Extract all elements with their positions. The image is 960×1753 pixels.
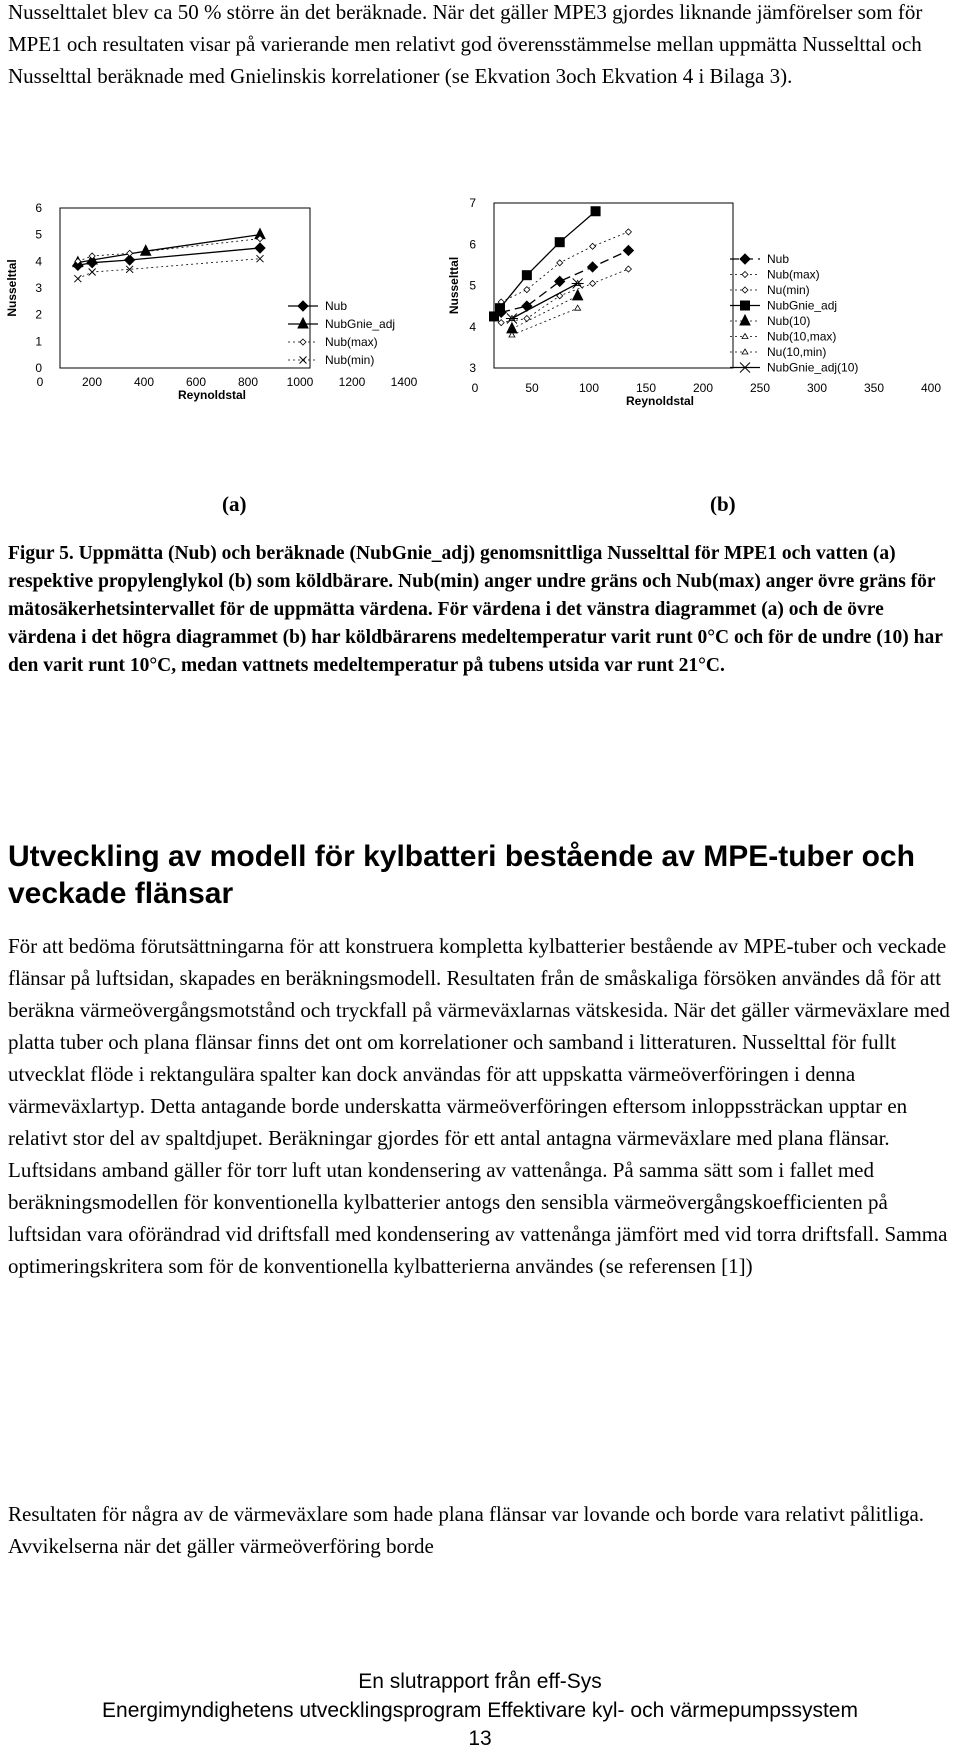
legend-label: NubGnie_adj	[325, 317, 396, 331]
data-point	[522, 301, 532, 311]
y-tick-label: 4	[35, 254, 42, 269]
series-Nu(10,min)	[509, 305, 581, 337]
chart-b	[447, 196, 960, 470]
legend-marker	[300, 339, 306, 345]
legend-entry	[730, 361, 858, 375]
figure-caption: Figur 5. Uppmätta (Nub) och beräknade (NubGnie_adj) genomsnittliga Nusselttal för MPE1 och vatten (a) respektive propylenglykol (b) som köldbärare. Nub(min) anger undre gräns och Nub(max) anger övre gräns för mätosäkerhetsintervallet för de uppmätta värdena. För värdena i det vänstra diagrammet (a) och de övre värdena i det högra diagrammet (b) har köldbärarens medeltemperatur varit runt 0°C och för de undre (10) har den varit runt 10°C, medan vattnets medeltemperatur på tubens utsida var runt 21°C.	[8, 543, 943, 676]
chart-a	[0, 200, 470, 470]
x-tick-label: 300	[806, 381, 828, 395]
section-heading: Utveckling av modell för kylbatteri bestående av MPE-tuber och veckade flänsar	[8, 840, 915, 910]
y-axis-title: Nusselttal	[5, 259, 19, 317]
legend-marker	[740, 315, 750, 325]
legend-entry	[730, 345, 826, 359]
data-point	[588, 262, 598, 272]
data-point	[89, 269, 96, 276]
legend-label: Nub(10)	[767, 314, 811, 328]
data-point	[74, 275, 81, 282]
data-point	[495, 304, 504, 313]
x-tick-label: 200	[81, 375, 103, 389]
y-tick-label: 3	[469, 361, 476, 375]
x-axis-title: Reynoldstal	[625, 394, 695, 408]
x-axis-title: Reynoldstal	[177, 388, 247, 402]
legend-label: Nu(min)	[767, 283, 810, 297]
footer-report-line: En slutrapport från eff-Sys	[358, 1670, 602, 1693]
data-point	[557, 260, 563, 266]
data-point	[625, 266, 631, 272]
x-tick-label: 1400	[390, 375, 418, 389]
data-point	[625, 229, 631, 235]
legend-entry	[730, 252, 789, 266]
intro-paragraph: Nusselttalet blev ca 50 % större än det beräknade. När det gäller MPE3 gjordes liknande jämförelser som för MPE1 och resultaten visar på varierande men relativt god överensstämmelse mellan uppmätta Nusselttal och Nusselttal beräknade med Gnielinskis korrelationer (se Ekvation 3och Ekvation 4 i Bilaga 3).	[8, 0, 923, 88]
y-tick-label: 0	[35, 361, 42, 375]
plot-frame	[494, 203, 733, 368]
series-NubGnie_adj(10)	[506, 278, 584, 323]
series-Nub	[73, 243, 265, 270]
legend-marker	[742, 349, 748, 354]
legend-marker	[742, 334, 748, 339]
panel-label-b: (b)	[710, 492, 736, 516]
series-Nub(min)	[74, 255, 263, 282]
y-tick-label: 6	[35, 201, 42, 215]
y-tick-label: 5	[469, 278, 476, 293]
legend-entry	[730, 268, 820, 282]
legend-entry	[730, 299, 837, 313]
data-point	[498, 320, 504, 326]
series-line	[78, 235, 260, 263]
legend-entry	[288, 353, 374, 367]
legend-entry	[730, 330, 836, 344]
y-tick-label: 7	[469, 196, 476, 210]
series-Nub	[496, 245, 633, 317]
data-point	[575, 305, 581, 310]
data-point	[127, 250, 133, 256]
data-point	[522, 271, 531, 280]
legend-marker	[298, 301, 308, 311]
x-tick-label: 0	[36, 375, 44, 389]
y-tick-label: 1	[35, 334, 42, 349]
data-point	[591, 207, 600, 216]
legend-marker	[741, 301, 750, 310]
legend-entry	[730, 314, 810, 328]
series-line	[512, 283, 578, 318]
data-point	[590, 243, 596, 249]
x-tick-label: 150	[635, 381, 657, 395]
legend-entry	[730, 283, 810, 297]
x-tick-label: 1200	[338, 375, 366, 389]
plot-frame	[60, 208, 310, 368]
legend-marker	[300, 357, 307, 364]
y-axis-title: Nusselttal	[447, 256, 461, 315]
y-tick-label: 2	[35, 307, 42, 322]
x-tick-label: 200	[692, 381, 714, 395]
legend-label: Nu(10,min)	[767, 345, 827, 359]
data-point	[555, 238, 564, 247]
legend-label: NubGnie_adj	[767, 298, 838, 313]
legend-entry	[288, 335, 378, 349]
y-tick-label: 5	[35, 227, 42, 242]
legend-marker	[739, 363, 751, 373]
legend-label: Nub	[767, 252, 790, 266]
y-tick-label: 3	[35, 281, 42, 295]
legend-label: NubGnie_adj(10)	[767, 360, 859, 375]
legend-entry	[288, 317, 395, 331]
x-tick-label: 1000	[286, 375, 314, 389]
y-tick-label: 6	[469, 237, 476, 252]
legend-marker	[742, 272, 748, 278]
data-point	[524, 316, 530, 322]
data-point	[555, 276, 565, 286]
x-tick-label: 350	[863, 381, 885, 395]
body-paragraph-1: För att bedöma förutsättningarna för att konstruera kompletta kylbatterier bestående av MPE-tuber och veckade flänsar på luftsidan, skapades en beräkningsmodell. Resultaten från de småskaliga försöken användes då för att beräkna värmeövergångsmotstånd och tryckfall på värmeväxlarnas vätskesida. När det gäller värmeväxlare med platta tuber och plana flänsar finns det ont om korrelationer och samband i litteraturen. Nusselttal för fullt utvecklat flöde i rektangulära spalter kan dock användas för att uppskatta värmeöverföringen i denna värmeväxlartyp. Detta antagande borde underskatta värmeöverföringen eftersom inloppssträckan upptar en relativt stor del av spaltdjupet. Beräkningar gjordes för ett antal antagna värmeväxlare med plana flänsar. Luftsidans amband gäller för torr luft utan kondensering av vattenånga. På samma sätt som i fallet med beräkningsmodellen för konventionella kylbatterier antogs den sensibla värmeövergångskoefficienten på luftsidan vara oförändrad vid driftsfall med kondensering av vattenånga jämfört med vid torra driftsfall. Samma optimeringskritera som för de konventionella kylbatterierna användes (se referensen [1])	[8, 934, 950, 1278]
x-tick-label: 600	[185, 375, 207, 389]
series-line	[78, 248, 260, 265]
x-tick-label: 50	[525, 381, 539, 395]
legend-marker	[298, 318, 308, 328]
legend-marker	[740, 254, 750, 264]
legend-label: Nub(max)	[325, 335, 378, 349]
panel-label-a: (a)	[222, 492, 247, 516]
x-tick-label: 100	[578, 381, 600, 395]
legend-marker	[742, 287, 748, 293]
x-tick-label: 0	[471, 381, 479, 395]
x-tick-label: 400	[133, 375, 155, 389]
x-tick-label: 800	[237, 375, 259, 389]
series-NubGnie_adj	[490, 207, 601, 321]
data-point	[623, 245, 633, 255]
data-point	[590, 280, 596, 286]
legend-label: Nub	[325, 299, 348, 313]
data-point	[255, 243, 265, 253]
page-number: 13	[468, 1727, 492, 1750]
x-tick-label: 400	[920, 381, 942, 395]
legend-label: Nub(min)	[325, 353, 375, 367]
legend-label: Nub(10,max)	[767, 329, 837, 344]
body-paragraph-2: Resultaten för några av de värmeväxlare som hade plana flänsar var lovande och borde vara relativt pålitliga. Avvikelserna när det gäller värmeöverföring borde	[8, 1502, 925, 1558]
legend-entry	[288, 299, 347, 313]
y-tick-label: 4	[469, 319, 476, 334]
legend-label: Nub(max)	[767, 267, 820, 282]
x-tick-label: 250	[749, 381, 771, 395]
footer-program-line: Energimyndighetens utvecklingsprogram Effektivare kyl- och värmepumpssystem	[102, 1699, 858, 1722]
series-Nub(10)	[507, 290, 583, 333]
data-point	[573, 290, 583, 300]
series-line	[501, 232, 628, 302]
data-point	[490, 312, 499, 321]
series-Nu(min)	[498, 266, 631, 326]
